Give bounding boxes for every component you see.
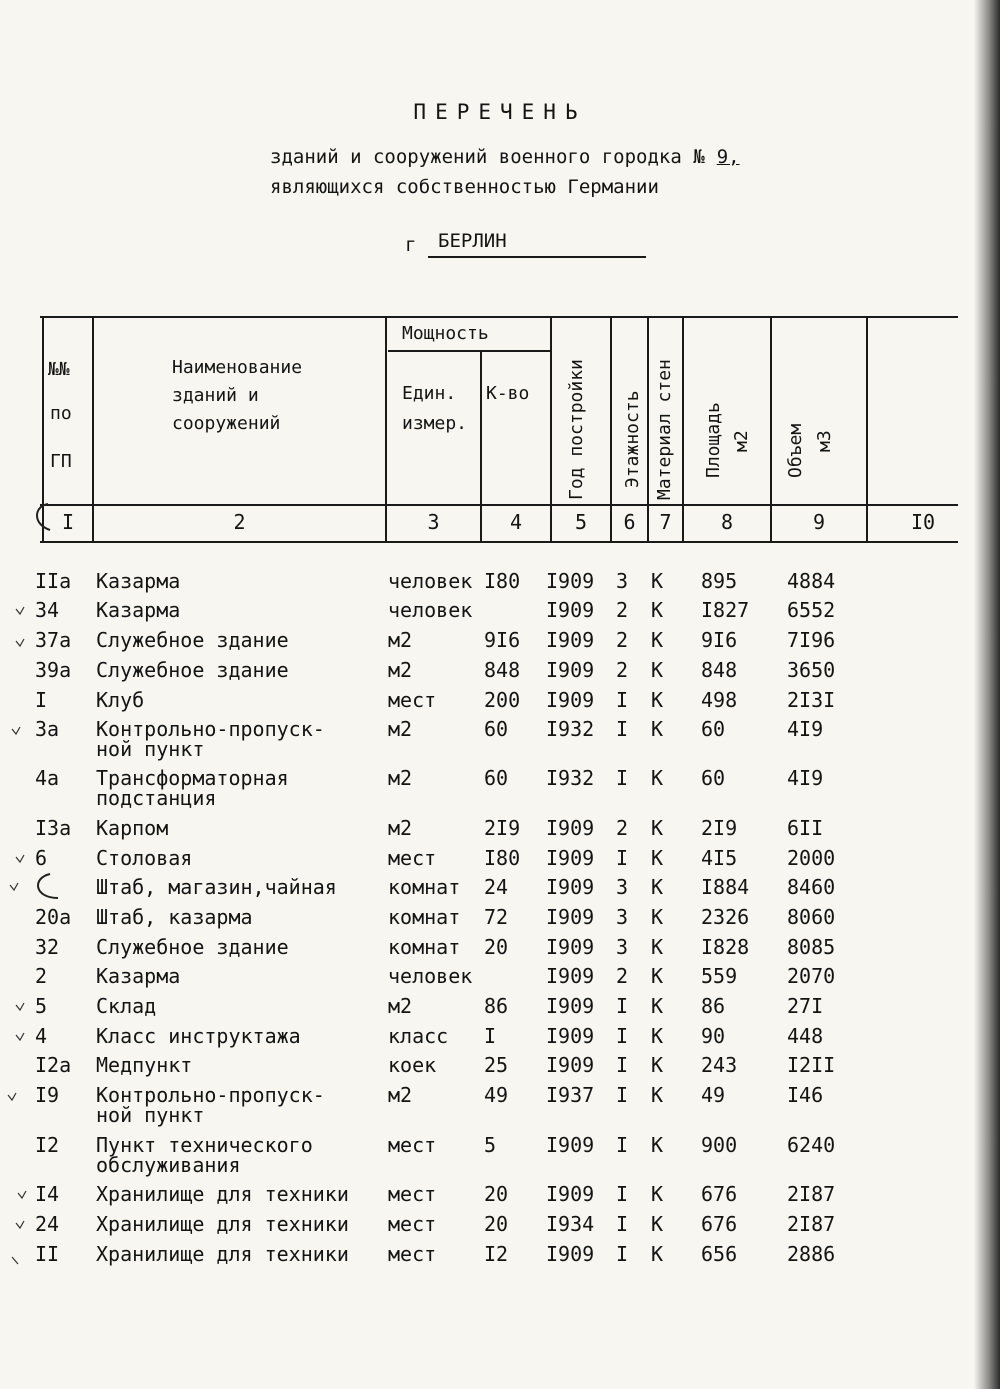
row-number: I <box>35 688 48 712</box>
subtitle-line-1 <box>270 146 744 168</box>
building-name: Контрольно-пропуск-ной пункт <box>96 1083 325 1127</box>
check-mark-icon <box>14 852 26 864</box>
header-unit-2: измер. <box>402 413 468 434</box>
area: I884 <box>701 875 750 899</box>
row-number: 39а <box>35 658 72 682</box>
header-area-1: Площадь <box>703 402 724 478</box>
subtitle-text-1: зданий и сооружений военного городка № <box>270 146 705 168</box>
col-line-6 <box>647 316 649 542</box>
unit: м2 <box>388 1083 413 1107</box>
check-mark-icon <box>14 636 26 648</box>
volume: I2II <box>787 1053 836 1077</box>
wall-material: К <box>651 717 664 741</box>
row-number: 37а <box>35 628 72 652</box>
unit: коек <box>388 1053 437 1077</box>
unit: комнат <box>388 905 461 929</box>
wall-material: К <box>651 628 664 652</box>
row-number: 5 <box>35 994 48 1018</box>
quantity: I2 <box>484 1242 509 1266</box>
year-built: I909 <box>546 658 595 682</box>
year-built: I909 <box>546 688 595 712</box>
wall-material: К <box>651 1242 664 1266</box>
row-number: I4 <box>35 1182 60 1206</box>
wall-material: К <box>651 994 664 1018</box>
volume: 8460 <box>787 875 836 899</box>
quantity: 60 <box>484 717 509 741</box>
unit: мест <box>388 1133 437 1157</box>
city-name: БЕРЛИН <box>438 230 507 252</box>
quantity: 848 <box>484 658 521 682</box>
floors: I <box>616 1024 629 1048</box>
col-line-7 <box>682 316 684 542</box>
wall-material: К <box>651 1182 664 1206</box>
header-area-2: м2 <box>731 430 752 452</box>
row-number: 20а <box>35 905 72 929</box>
building-name: Медпункт <box>96 1053 193 1077</box>
column-number-4: 4 <box>509 510 523 534</box>
unit: комнат <box>388 935 461 959</box>
floors: I <box>616 1083 629 1107</box>
area: 9I6 <box>701 628 738 652</box>
row-number: I2 <box>35 1133 60 1157</box>
quantity: 60 <box>484 766 509 790</box>
wall-material: К <box>651 1212 664 1236</box>
col-line-9 <box>866 316 868 542</box>
floors: 2 <box>616 816 629 840</box>
wall-material: К <box>651 816 664 840</box>
building-name: Штаб, магазин,чайная <box>96 875 337 899</box>
column-number-9: 9 <box>812 510 826 534</box>
building-name: Штаб, казарма <box>96 905 253 929</box>
page-edge-shadow <box>974 0 1000 1389</box>
building-name: Склад <box>96 994 157 1018</box>
quantity: 2I9 <box>484 816 521 840</box>
quantity: 5 <box>484 1133 497 1157</box>
area: 60 <box>701 717 726 741</box>
year-built: I909 <box>546 1242 595 1266</box>
floors: 3 <box>616 905 629 929</box>
area: 900 <box>701 1133 738 1157</box>
volume: 4I9 <box>787 717 824 741</box>
quantity: I80 <box>484 569 521 593</box>
building-name: Столовая <box>96 846 193 870</box>
unit: мест <box>388 1212 437 1236</box>
col-line-8 <box>770 316 772 542</box>
area: I827 <box>701 598 750 622</box>
wall-material: К <box>651 1083 664 1107</box>
building-name: Пункт технического обслуживания <box>96 1133 313 1177</box>
year-built: I909 <box>546 846 595 870</box>
subtitle-line-2: являющихся собственностью Германии <box>270 176 659 198</box>
volume: 2I3I <box>787 688 836 712</box>
quantity: I80 <box>484 846 521 870</box>
wall-material: К <box>651 658 664 682</box>
year-built: I909 <box>546 994 595 1018</box>
header-number-1: №№ <box>48 359 70 380</box>
check-mark-icon <box>14 1030 26 1042</box>
unit: м2 <box>388 994 413 1018</box>
quantity: I <box>484 1024 497 1048</box>
building-name: Трансформаторная подстанция <box>96 766 289 810</box>
area: 2326 <box>701 905 750 929</box>
check-mark-icon <box>10 1254 22 1266</box>
quantity: 25 <box>484 1053 509 1077</box>
row-number: 4а <box>35 766 60 790</box>
column-number-2: 2 <box>233 510 246 534</box>
row-number: II <box>35 1242 60 1266</box>
header-name-3: сооружений <box>172 413 281 434</box>
quantity: 86 <box>484 994 509 1018</box>
header-unit-1: Един. <box>402 383 457 404</box>
year-built: I909 <box>546 964 595 988</box>
column-number-6: 6 <box>623 510 636 534</box>
wall-material: К <box>651 846 664 870</box>
wall-material: К <box>651 905 664 929</box>
floors: 2 <box>616 658 629 682</box>
floors: I <box>616 717 629 741</box>
area: 676 <box>701 1182 738 1206</box>
building-name: Служебное здание <box>96 628 289 652</box>
volume: 2070 <box>787 964 836 988</box>
city-prefix: г <box>405 234 417 256</box>
check-mark-icon <box>8 880 20 892</box>
row-number: 3а <box>35 717 60 741</box>
year-built: I909 <box>546 1024 595 1048</box>
col-line-4 <box>550 316 552 542</box>
volume: 2886 <box>787 1242 836 1266</box>
building-name: Класс инструктажа <box>96 1024 301 1048</box>
building-name: Казарма <box>96 569 181 593</box>
check-mark-icon <box>14 1000 26 1012</box>
floors: I <box>616 1212 629 1236</box>
floors: I <box>616 1182 629 1206</box>
check-mark-icon <box>16 1188 28 1200</box>
floors: I <box>616 688 629 712</box>
year-built: I932 <box>546 766 595 790</box>
wall-material: К <box>651 1024 664 1048</box>
col-line-2 <box>385 316 387 542</box>
floors: I <box>616 1133 629 1157</box>
area: 60 <box>701 766 726 790</box>
check-mark-icon <box>14 604 26 616</box>
year-built: I909 <box>546 875 595 899</box>
floors: I <box>616 846 629 870</box>
quantity: 49 <box>484 1083 509 1107</box>
header-name-2: зданий и <box>172 385 259 406</box>
volume: 6552 <box>787 598 836 622</box>
header-volume-2: м3 <box>814 430 835 452</box>
unit: м2 <box>388 628 413 652</box>
quantity: 72 <box>484 905 509 929</box>
year-built: I909 <box>546 628 595 652</box>
header-bottom-border <box>40 541 958 543</box>
header-capacity: Мощность <box>402 323 489 344</box>
building-name: Хранилище для техники <box>96 1182 349 1206</box>
quantity: 200 <box>484 688 521 712</box>
wall-material: К <box>651 1133 664 1157</box>
building-name: Казарма <box>96 964 181 988</box>
volume: 3650 <box>787 658 836 682</box>
building-name: Казарма <box>96 598 181 622</box>
volume: 7I96 <box>787 628 836 652</box>
header-floors: Этажность <box>622 390 643 488</box>
floors: 3 <box>616 875 629 899</box>
volume: I46 <box>787 1083 824 1107</box>
unit: мест <box>388 688 437 712</box>
unit: человек <box>388 569 473 593</box>
header-top-border <box>40 316 958 318</box>
volume: 2I87 <box>787 1212 836 1236</box>
unit: человек <box>388 964 473 988</box>
quantity: 20 <box>484 1212 509 1236</box>
volume: 2000 <box>787 846 836 870</box>
header-number-3: ГП <box>50 451 72 472</box>
year-built: I909 <box>546 816 595 840</box>
volume: 4884 <box>787 569 836 593</box>
unit: м2 <box>388 816 413 840</box>
column-number-8: 8 <box>720 510 734 534</box>
year-built: I937 <box>546 1083 595 1107</box>
wall-material: К <box>651 875 664 899</box>
unit: мест <box>388 1182 437 1206</box>
row-number: 4 <box>35 1024 48 1048</box>
row-number: 2 <box>35 964 48 988</box>
row-number: IIа <box>35 569 72 593</box>
floors: 3 <box>616 569 629 593</box>
wall-material: К <box>651 964 664 988</box>
area: 4I5 <box>701 846 738 870</box>
header-volume-1: Объем <box>785 423 806 478</box>
unit: человек <box>388 598 473 622</box>
punch-mark-icon <box>28 872 64 902</box>
building-name: Служебное здание <box>96 935 289 959</box>
town-number: 9, <box>716 146 740 168</box>
wall-material: К <box>651 766 664 790</box>
column-number-1: I <box>61 510 75 534</box>
area: 243 <box>701 1053 738 1077</box>
building-name: Хранилище для техники <box>96 1212 349 1236</box>
area: 848 <box>701 658 738 682</box>
punch-mark-icon <box>28 500 58 534</box>
row-number: 32 <box>35 935 60 959</box>
document-title: ПЕРЕЧЕНЬ <box>413 100 587 124</box>
area: I828 <box>701 935 750 959</box>
building-name: Хранилище для техники <box>96 1242 349 1266</box>
city-underline <box>428 256 646 258</box>
unit: мест <box>388 846 437 870</box>
volume: 6240 <box>787 1133 836 1157</box>
area: 49 <box>701 1083 726 1107</box>
row-number: 6 <box>35 846 48 870</box>
floors: I <box>616 994 629 1018</box>
unit: м2 <box>388 766 413 790</box>
row-number: I9 <box>35 1083 60 1107</box>
building-name: Контрольно-пропуск-ной пункт <box>96 717 325 761</box>
wall-material: К <box>651 935 664 959</box>
year-built: I909 <box>546 905 595 929</box>
building-name: Служебное здание <box>96 658 289 682</box>
header-name-1: Наименование <box>172 357 303 378</box>
volume: 2I87 <box>787 1182 836 1206</box>
area: 2I9 <box>701 816 738 840</box>
area: 86 <box>701 994 726 1018</box>
check-mark-icon <box>6 1090 18 1102</box>
year-built: I909 <box>546 569 595 593</box>
year-built: I909 <box>546 598 595 622</box>
check-mark-icon <box>14 1218 26 1230</box>
quantity: 24 <box>484 875 509 899</box>
volume: 4I9 <box>787 766 824 790</box>
area: 498 <box>701 688 738 712</box>
capacity-divider <box>388 350 550 352</box>
header-wall-material: Материал стен <box>654 359 675 500</box>
col-line-5 <box>610 316 612 542</box>
floors: 2 <box>616 628 629 652</box>
unit: м2 <box>388 658 413 682</box>
column-number-10: I0 <box>910 510 936 534</box>
col-line-1 <box>92 316 94 542</box>
row-number: 34 <box>35 598 60 622</box>
building-name: Карпом <box>96 816 169 840</box>
year-built: I934 <box>546 1212 595 1236</box>
year-built: I909 <box>546 1053 595 1077</box>
unit: комнат <box>388 875 461 899</box>
header-year-built: Год постройки <box>566 359 587 500</box>
year-built: I909 <box>546 935 595 959</box>
area: 656 <box>701 1242 738 1266</box>
column-number-5: 5 <box>574 510 588 534</box>
quantity: 20 <box>484 1182 509 1206</box>
year-built: I909 <box>546 1133 595 1157</box>
volume: 8085 <box>787 935 836 959</box>
volume: 6II <box>787 816 824 840</box>
row-number: I3а <box>35 816 72 840</box>
row-number: 24 <box>35 1212 60 1236</box>
floors: I <box>616 766 629 790</box>
unit: мест <box>388 1242 437 1266</box>
floors: 2 <box>616 964 629 988</box>
building-name: Клуб <box>96 688 145 712</box>
quantity: 20 <box>484 935 509 959</box>
quantity: 9I6 <box>484 628 521 652</box>
header-mid-border <box>40 504 958 506</box>
column-number-7: 7 <box>659 510 672 534</box>
header-number-2: по <box>50 403 72 424</box>
wall-material: К <box>651 569 664 593</box>
floors: 3 <box>616 935 629 959</box>
volume: 8060 <box>787 905 836 929</box>
floors: I <box>616 1242 629 1266</box>
wall-material: К <box>651 1053 664 1077</box>
floors: I <box>616 1053 629 1077</box>
check-mark-icon <box>10 724 22 736</box>
header-quantity: К-во <box>486 383 530 404</box>
volume: 448 <box>787 1024 824 1048</box>
year-built: I932 <box>546 717 595 741</box>
wall-material: К <box>651 688 664 712</box>
unit: м2 <box>388 717 413 741</box>
year-built: I909 <box>546 1182 595 1206</box>
area: 559 <box>701 964 738 988</box>
area: 676 <box>701 1212 738 1236</box>
row-number: I2а <box>35 1053 72 1077</box>
column-number-3: 3 <box>427 510 440 534</box>
wall-material: К <box>651 598 664 622</box>
floors: 2 <box>616 598 629 622</box>
volume: 27I <box>787 994 824 1018</box>
area: 895 <box>701 569 738 593</box>
area: 90 <box>701 1024 726 1048</box>
unit: класс <box>388 1024 449 1048</box>
